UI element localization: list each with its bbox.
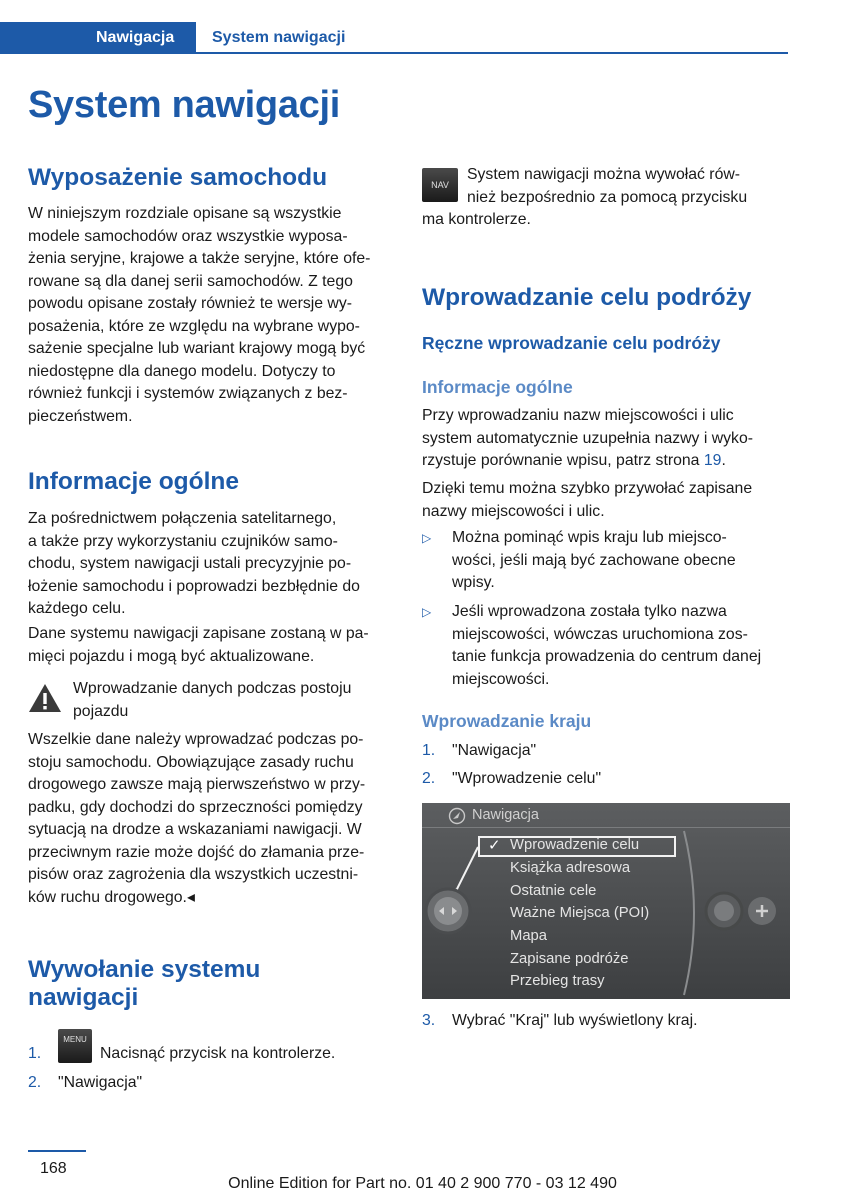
text-line: wpisy. xyxy=(452,574,495,591)
general-paragraph-1 xyxy=(28,508,396,621)
text-line: pieczeństwem. xyxy=(28,407,133,425)
call-heading-line2: nawigacji xyxy=(28,984,139,1011)
manual-entry-heading: Ręczne wprowadzanie celu podróży xyxy=(422,333,721,353)
general-heading: Informacje ogólne xyxy=(28,468,240,495)
bullet-triangle-icon: ▷ xyxy=(422,531,432,545)
warning-body xyxy=(28,729,396,909)
text-line: Za pośrednictwem połączenia satelitarnego, xyxy=(28,510,337,527)
text-line: chodu, system nawigacji ustali precyzyjnie po‐ xyxy=(28,555,352,572)
country-heading: Wprowadzanie kraju xyxy=(422,711,592,731)
list-number: 1. xyxy=(28,1045,42,1062)
page-link[interactable]: 19 xyxy=(703,452,722,469)
text-line: rowane są dla danej serii samochodów. Z tego xyxy=(28,272,353,290)
controller-graphics xyxy=(422,803,790,999)
menu-item-destination-entry[interactable]: Wprowadzenie celu xyxy=(510,837,640,853)
text-line: wości, jeśli mają być zachowane obecne xyxy=(452,551,736,569)
general-info-heading: Informacje ogólne xyxy=(422,377,573,397)
header-chapter-label[interactable]: Nawigacja xyxy=(96,29,175,46)
equipment-paragraph xyxy=(28,203,396,428)
text-line: pojazdu xyxy=(73,702,129,720)
text-line: Można pominąć wpis kraju lub miejsco‐ xyxy=(452,529,727,546)
text-line: każdego celu. xyxy=(28,600,126,617)
menu-item-route-guidance[interactable]: Przebieg trasy xyxy=(510,973,605,989)
list-text: Nacisnąć przycisk na kontrolerze. xyxy=(100,1045,336,1062)
text-line: posażenia, które ze względu na wybrane wypo‐ xyxy=(28,317,360,335)
footer-divider xyxy=(28,1150,86,1152)
text-line: żenia seryjne, krajowe a także seryjne, które ofe‐ xyxy=(28,250,371,267)
menu-key-icon: MENU xyxy=(58,1029,92,1063)
page-number: 168 xyxy=(40,1160,67,1177)
text-line: tanie funkcja prowadzenia do centrum danej xyxy=(452,648,762,665)
text-line: Dzięki temu można szybko przywołać zapisane xyxy=(422,480,753,497)
list-text: "Nawigacja" xyxy=(58,1074,143,1091)
screen-title: Nawigacja xyxy=(472,807,539,823)
text-line xyxy=(422,450,790,473)
text-line: również funkcji i systemów związanych z bez‐ xyxy=(28,385,348,402)
text-line: powodu opisane zostały również te wersje wy‐ xyxy=(28,295,352,312)
text-line: Wprowadzanie danych podczas postoju xyxy=(73,680,352,697)
nav-intro-first xyxy=(467,164,790,209)
warning-triangle-icon xyxy=(28,682,62,714)
bullet-triangle-icon: ▷ xyxy=(422,605,432,619)
call-heading xyxy=(28,956,396,1012)
text-line xyxy=(28,887,396,910)
text-line: Przy wprowadzaniu nazw miejscowości i ulic xyxy=(422,407,734,424)
text-line: mięci pojazdu i mogą być aktualizowane. xyxy=(28,647,315,665)
text-fragment: . xyxy=(721,452,726,469)
bullet-text xyxy=(452,601,790,691)
header-divider xyxy=(196,52,788,54)
text-fragment: ków ruchu drogowego. xyxy=(28,888,187,906)
menu-item-saved-trips[interactable]: Zapisane podróże xyxy=(510,951,629,967)
check-icon: ✓ xyxy=(488,837,501,854)
text-line: pisów oraz zagrożenia dla wszystkich uczestni‐ xyxy=(28,866,359,883)
text-line: Jeśli wprowadzona została tylko nazwa xyxy=(452,603,727,620)
list-number: 3. xyxy=(422,1012,436,1029)
equipment-heading: Wyposażenie samochodu xyxy=(28,164,328,191)
text-line: W niniejszym rozdziale opisane są wszystkie xyxy=(28,205,342,222)
text-line: system automatycznie uzupełnia nazwy i wyko‐ xyxy=(422,429,753,447)
list-text: Wybrać "Kraj" lub wyświetlony kraj. xyxy=(452,1012,698,1029)
text-line: nazwy miejscowości i ulic. xyxy=(422,502,605,520)
text-line: miejscowości, wówczas uruchomiona zos‐ xyxy=(452,625,748,643)
list-number: 2. xyxy=(28,1074,42,1091)
text-line: przeciwnym razie może dojść do złamania prze‐ xyxy=(28,843,365,861)
page-title: System nawigacji xyxy=(28,84,341,126)
text-line: stoju samochodu. Obowiązujące zasady ruchu xyxy=(28,753,354,771)
general-paragraph-2 xyxy=(28,623,396,668)
list-text: "Nawigacja" xyxy=(452,742,537,759)
menu-item-poi[interactable]: Ważne Miejsca (POI) xyxy=(510,905,650,921)
text-line: ma kontrolerze. xyxy=(422,211,531,228)
text-line: sażenie specjalne lub wariant krajowy mogą być xyxy=(28,340,366,357)
nav-intro-last xyxy=(422,209,790,232)
bullet-text xyxy=(452,527,790,595)
header-bar xyxy=(0,22,788,54)
text-line: nież bezpośrednio za pomocą przycisku xyxy=(467,188,748,206)
header-section-label[interactable]: System nawigacji xyxy=(212,29,346,46)
text-line: System nawigacji można wywołać rów‐ xyxy=(467,166,741,183)
text-line: modele samochodów oraz wszystkie wyposa‐ xyxy=(28,227,348,245)
text-line: Wszelkie dane należy wprowadzać podczas po‐ xyxy=(28,731,364,748)
call-heading-line1: Wywołanie systemu xyxy=(28,956,261,983)
text-line: miejscowości. xyxy=(452,670,550,688)
nav-key-icon: NAV xyxy=(422,168,458,202)
end-mark: ◂ xyxy=(186,888,195,906)
text-line: padku, gdy dochodzi do sprzeczności pomiędzy xyxy=(28,798,363,816)
navigation-menu-screen xyxy=(422,803,790,999)
menu-item-recent-destinations[interactable]: Ostatnie cele xyxy=(510,883,597,899)
text-fragment: rzystuje porównanie wpisu, patrz strona xyxy=(422,452,704,469)
destination-paragraph-2 xyxy=(422,478,790,523)
menu-item-address-book[interactable]: Książka adresowa xyxy=(510,860,631,876)
text-line: sytuacją na drodze a wskazaniami nawigacji. W xyxy=(28,821,362,838)
menu-item-map[interactable]: Mapa xyxy=(510,928,548,944)
list-number: 2. xyxy=(422,770,436,787)
text-line: niedostępne dla danego modelu. Dotyczy to xyxy=(28,362,336,380)
text-line: Dane systemu nawigacji zapisane zostaną w pa‐ xyxy=(28,625,369,642)
text-line: drogowego zawsze mają pierwszeństwo w przy‐ xyxy=(28,776,366,793)
text-line: a także przy wykorzystaniu czujników samo‐ xyxy=(28,532,338,550)
destination-heading: Wprowadzanie celu podróży xyxy=(422,284,752,311)
destination-paragraph-1 xyxy=(422,405,790,473)
footer-edition: Online Edition for Part no. 01 40 2 900 770 - 03 12 490 xyxy=(228,1175,617,1192)
list-text: "Wprowadzenie celu" xyxy=(452,770,602,787)
warning-title xyxy=(73,678,393,723)
list-number: 1. xyxy=(422,742,436,759)
text-line: łożenie samochodu i poprowadzi bezbłędnie do xyxy=(28,577,360,595)
